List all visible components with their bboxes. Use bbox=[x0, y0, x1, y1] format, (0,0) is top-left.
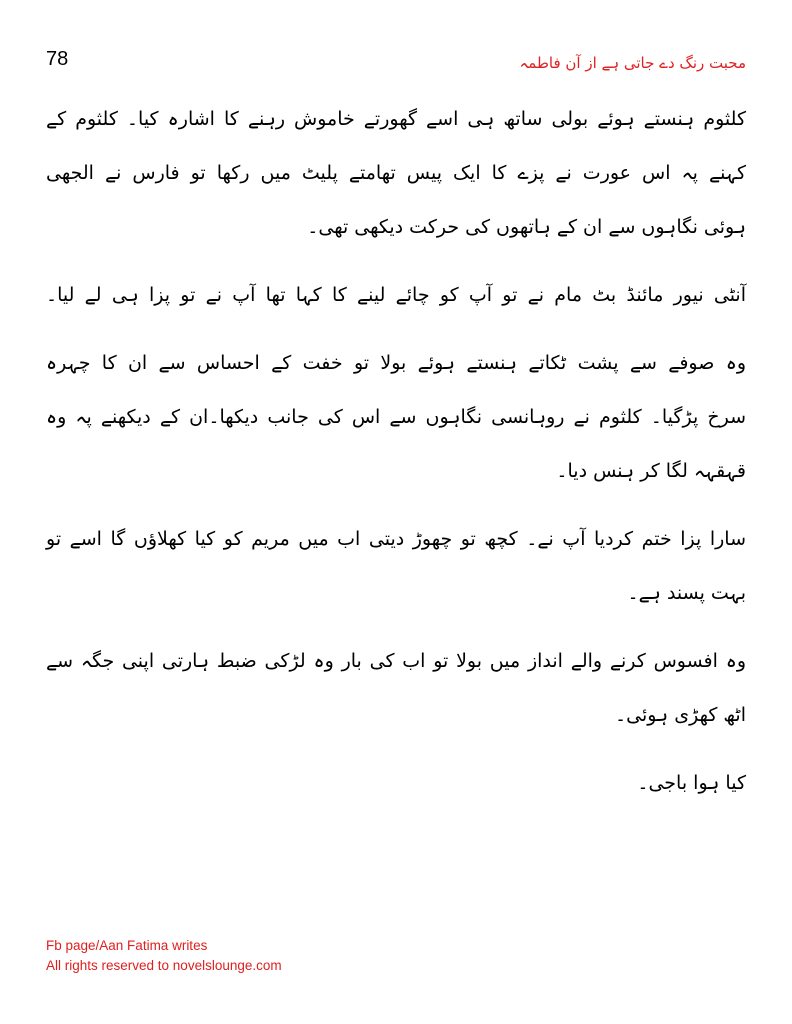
footer-rights: All rights reserved to novelslounge.com bbox=[46, 958, 282, 973]
text-line: آنٹی نیور مائنڈ بٹ مام نے تو آپ کو چائے لینے کا کہا تھا آپ نے تو پزا ہی لے لیا۔ bbox=[46, 284, 746, 306]
body-text bbox=[46, 92, 746, 824]
paragraph-2 bbox=[46, 268, 746, 322]
paragraph-3 bbox=[46, 336, 746, 498]
running-header: محبت رنگ دے جاتی ہے از آن فاطمہ bbox=[519, 54, 746, 72]
text-line: کلثوم ہنستے ہوئے بولی ساتھ ہی اسے گھورتے خاموش رہنے کا اشارہ کیا۔ کلثوم کے bbox=[46, 108, 746, 130]
paragraph-1 bbox=[46, 92, 746, 254]
text-line: کیا ہوا باجی۔ bbox=[637, 772, 746, 794]
paragraph-5 bbox=[46, 634, 746, 742]
text-line: کہنے پہ اس عورت نے پزے کا ایک پیس تھامتے پلیٹ میں رکھا تو فارس نے الجھی bbox=[46, 162, 746, 184]
text-line: وہ افسوس کرنے والے انداز میں بولا تو اب کی بار وہ لڑکی ضبط ہارتی اپنی جگہ سے bbox=[46, 650, 746, 672]
text-line: اٹھ کھڑی ہوئی۔ bbox=[614, 704, 746, 726]
paragraph-4 bbox=[46, 512, 746, 620]
footer-fb-page: Fb page/Aan Fatima writes bbox=[46, 938, 208, 953]
text-line: سرخ پڑگیا۔ کلثوم نے روہانسی نگاہوں سے اس کی جانب دیکھا۔ان کے دیکھنے پہ وہ bbox=[46, 406, 746, 428]
page-number: 78 bbox=[46, 48, 69, 70]
footer bbox=[46, 936, 282, 976]
text-line: قہقہہ لگا کر ہنس دیا۔ bbox=[556, 460, 746, 482]
text-line: ہوئی نگاہوں سے ان کے ہاتھوں کی حرکت دیکھی تھی۔ bbox=[307, 216, 746, 238]
text-line: سارا پزا ختم کردیا آپ نے۔ کچھ تو چھوڑ دیتی اب میں مریم کو کیا کھلاؤں گا اسے تو bbox=[46, 528, 746, 550]
text-line: بہت پسند ہے۔ bbox=[627, 582, 746, 604]
paragraph-6 bbox=[46, 756, 746, 810]
text-line: وہ صوفے سے پشت ٹکاتے ہنستے ہوئے بولا تو خفت کے احساس سے ان کا چہرہ bbox=[46, 352, 746, 374]
